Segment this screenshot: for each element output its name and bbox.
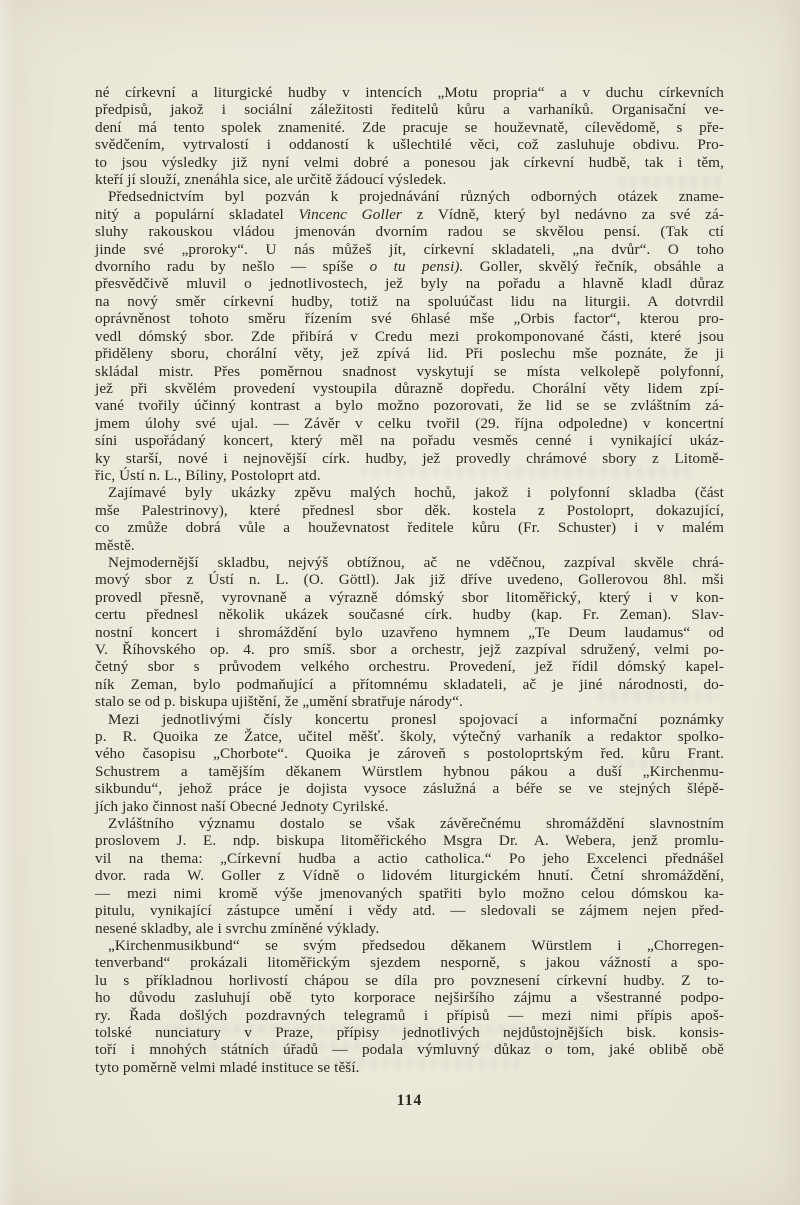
text-line: tyto poměrně velmi mladé instituce se těší. [95,1058,360,1076]
text-line: „Kirchenmusikbund“ se svým předsedou děkanem Würstlem i „Chorregen- [108,936,724,954]
body-text [95,84,724,1076]
page-number: 114 [396,1092,423,1109]
text-line: pitulu, vynikající zástupce umění i vědy atd. — sledovali se zájmem nejen před- [95,902,724,920]
text-line: jmem úlohy své ujal. — Závěr v celku tvořil (29. října odpoledne) v koncertní [95,414,724,432]
text-line: na nový směr církevní hudby, totiž na spoluúčast lidu na liturgii. A dotvrdil [95,292,724,310]
paragraph [95,188,724,484]
text-line: vil na thema: „Církevní hudba a actio catholica.“ Po jeho Excelenci přednášel [95,849,724,867]
text-line: mový sbor z Ústí n. L. (O. Göttl). Jak již dříve uvedeno, Gollerovou 8hl. mši [95,571,724,589]
text-line: řic, Ústí n. L., Bíliny, Postoloprt atd. [95,466,321,484]
text-line: toří i mnohých státních úřadů — podala výmluvný důkaz o tom, jaké oblibě obě [95,1041,724,1059]
text-line: jinde své „proroky“. U nás můžeš jít, církevní skladateli, „na dvůr“. O toho [95,240,724,258]
paragraph [95,84,724,188]
text-line: jích jako činnost naší Obecné Jednoty Cyrilské. [95,797,389,815]
text-line: provedl přesně, vyrovnaně a výrazně dómský sbor litoměřický, který i v kon- [95,588,724,606]
text-line: skládal mistr. Přes poměrnou snadnost vyskytují se místa velkolepě polyfonní, [95,362,724,380]
text-segment: z Vídně, který byl nedávno za své zá- [401,205,724,223]
text-line: V. Říhovského op. 4. pro smíš. sbor a orchestr, jejž zazpíval sdružený, velmi po- [95,641,724,658]
text-line: Zajímavé byly ukázky zpěvu malých hochů, jakož i polyfonní skladba (část [108,484,724,502]
paragraph [95,815,724,937]
text-line: dení má tento spolek znamenité. Zde pracuje se houževnatě, cílevědomě, s pře- [95,118,724,136]
text-line: městě. [95,536,135,554]
text-line: Schustrem a tamějším děkanem Würstlem hybnou pákou a duší „Kirchenmu- [95,762,724,780]
text-line: svědčením, vytrvalostí i oddaností k ušlechtilé věci, což zasluhuje obdivu. Pro- [95,136,724,154]
text-line: tolské nunciatury v Praze, přípisy jednotlivých nejdůstojnějších bisk. konsis- [95,1023,724,1041]
paragraph [95,937,724,1076]
text-line: Zvláštního významu dostalo se však závěrečnému shromáždění slavnostním [108,815,724,833]
text-line: sluhy rakouskou vládou jmenován dvorním radou se skvělou pensí. (Tak ctí [95,223,724,241]
text-line: přesvědčivě mluvil o jednotlivostech, jež byly na pořadu a hlavně kladl důraz [95,275,724,293]
text-line: Mezi jednotlivými čísly koncertu pronesl spojovací a informační poznámky [108,710,724,728]
text-line: p. R. Quoika ze Žatce, učitel měšť. školy, výtečný varhaník a redaktor spolko- [95,728,724,746]
text-line: vané tvořily účinný kontrast a bylo možno pozorovati, že lid se se zvláštním zá- [95,397,724,415]
text-line: vého časopisu „Chorbote“. Quoika je zároveň s postoloprtským řed. kůru Frant. [95,745,724,763]
text-line: to jsou výsledky již nyní velmi dobré a ponesou jak církevní hudbě, tak i těm, [95,153,724,171]
text-line: Nejmodernější skladbu, nejvýš obtížnou, ač ne vděčnou, zazpíval skvěle chrá- [108,553,724,571]
text-line: certu přednesl několik ukázek současné círk. hudby (kap. Fr. Zeman). Slav- [95,606,724,624]
paragraph [95,484,724,554]
text-line: stalo se od p. biskupa ujištění, že „umění sbratřuje národy“. [95,693,463,711]
text-line: ník Zeman, bylo podmaňující a přítomnému skladateli, ač je jiné národnosti, do- [95,675,724,693]
text-line: kteří jí slouží, znenáhla sice, ale určitě žádoucí výsledek. [95,171,447,189]
text-line: — mezi nimi kromě výše jmenovaných spatřiti bylo možno celou dómskou ka- [95,884,724,902]
text-line [95,206,724,223]
text-line: přiděleny sboru, chorální věty, jež zpívá lid. Při poslechu mše poznáte, že ji [95,345,724,363]
text-line: předpisů, jakož i sociální záležitosti ředitelů kůru a varhaníků. Organisační ve- [95,101,724,119]
text-segment: dvorního radu by nešlo — spíše [95,258,370,276]
text-line: sikbundu“, jehož práce je dojista vysoce záslužná a béře se ve stejných šlépě- [95,780,724,798]
text-line: dvor. rada W. Goller z Vídně o lidovém liturgickém hnutí. Četní shromáždění, [95,867,724,885]
italic-text-segment: o tu pensi). [369,258,464,276]
text-line: ho důvodu zasluhují obě tyto korporace nejširšího zájmu a všestranné podpo- [95,989,724,1007]
text-line: síni uspořádaný koncert, který měl na pořadu vesměs cenné i vynikající ukáz- [95,432,724,450]
text-line [95,258,724,275]
text-line: mše Palestrinovy), které přednesl sbor děk. kostela z Postoloprt, dokazující, [95,501,724,519]
text-line: ky starší, nové i nejnovější círk. hudby, jež provedly chrámové sbory z Litomě- [95,449,724,467]
text-line: jež při skvělém provedení vystoupila důrazně dopředu. Chorální věty lidem zpí- [95,379,724,397]
text-line: nostní koncert i shromáždění bylo uzavřeno hymnem „Te Deum laudamus“ od [95,623,724,641]
text-line: né církevní a liturgické hudby v intencích „Motu propria“ a v duchu církevních [95,84,724,101]
text-line: proslovem J. E. ndp. biskupa litoměřického Msgra Dr. A. Webera, jenž promlu- [95,832,724,850]
italic-text-segment: Vincenc Goller [298,205,402,223]
text-line: četný sbor s průvodem velkého orchestru. Provedení, jež řídil dómský kapel- [95,658,724,676]
text-segment: nitý a populární skladatel [95,205,299,223]
text-line: lu s příkladnou horlivostí chápou se díla pro povznesení církevní hudby. Z to- [95,971,724,989]
text-line: vedl dómský sbor. Zde přibírá v Credu mezi prokomponované části, které jsou [95,327,724,345]
text-line: oprávněnost tohoto směru řízením své 6hlasé mše „Orbis factor“, kterou pro- [95,310,724,328]
text-line: tenverband“ prokázali litoměřickým sjezdem nesporně, s jakou vážností a spo- [95,954,724,972]
text-line: nesené skladby, ale i svrchu zmíněné výklady. [95,919,380,937]
text-segment: Goller, skvělý řečník, obsáhle a [463,258,725,276]
paragraph [95,554,724,711]
text-line: co zmůže dobrá vůle a houževnatost ředitele kůru (Fr. Schuster) i v malém [95,519,724,537]
text-line: Předsednictvím byl pozván k projednávání různých odborných otázek zname- [108,188,724,206]
paragraph [95,711,724,815]
text-line: ry. Řada došlých pozdravných telegramů i přípisů — mezi nimi přípis apoš- [95,1006,724,1024]
